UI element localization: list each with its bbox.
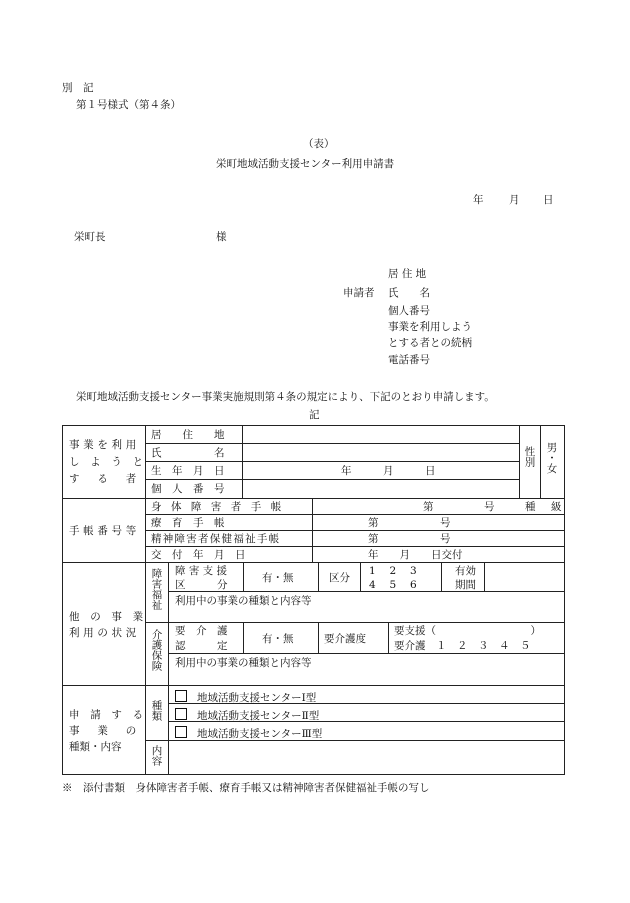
user-address-label-cell	[145, 425, 243, 444]
date-day: 日	[543, 194, 554, 206]
request-option-1[interactable]	[168, 685, 565, 704]
care-cert-label-cell	[168, 622, 244, 654]
support-class-label-1: 障 害 支 援	[175, 565, 228, 577]
physical-handbook-grade: 級	[551, 501, 562, 513]
applicant-personal-number-label: 個人番号	[388, 305, 430, 317]
handbook-group-label: 手帳番号等	[69, 525, 140, 537]
support-class-level-label-cell	[318, 562, 361, 592]
mental-handbook-input[interactable]	[312, 530, 565, 547]
mental-handbook-no-prefix: 第	[368, 533, 379, 545]
care-cert-yes-no[interactable]	[243, 622, 319, 654]
physical-handbook-label: 身体障害者手帳	[151, 501, 291, 513]
welfare-usage-label: 利用中の事業の種類と内容等	[175, 595, 312, 607]
front-side-label: （表）	[303, 138, 335, 150]
care-need-option: 要介護 １ ２ ３ ４ ５	[394, 640, 531, 652]
user-group-label-1: 事業を利用	[69, 439, 140, 451]
valid-period-label-2: 期間	[455, 579, 476, 591]
applicant-relation-label-2: とする者との続柄	[388, 337, 472, 349]
user-personal-number-label-cell	[145, 479, 243, 499]
request-option-2-label: 地域活動支援センターⅡ型	[197, 710, 320, 722]
user-sex-select[interactable]	[540, 425, 565, 499]
support-class-level-label: 区分	[329, 572, 350, 584]
addressee: 栄町長	[74, 231, 106, 243]
ki-label: 記	[309, 409, 320, 421]
request-content-label-cell	[145, 740, 169, 775]
request-group-label-1: 申 請 す る	[69, 709, 147, 721]
care-level-label: 要介護度	[324, 633, 366, 645]
care-cert-yes-no-text: 有・無	[262, 633, 294, 645]
request-type-label-cell	[145, 685, 169, 741]
ryoiku-handbook-no-prefix: 第	[368, 517, 379, 529]
checkbox-icon[interactable]	[175, 708, 187, 720]
care-insurance-label: 介護保険	[150, 629, 163, 671]
honorific: 様	[216, 231, 227, 243]
issued-date-label: 交 付 年 月 日	[151, 549, 246, 561]
welfare-usage-input[interactable]	[168, 591, 565, 623]
applicant-label: 申請者	[343, 287, 375, 299]
page-title: 栄町地域活動支援センター利用申請書	[216, 158, 395, 170]
date-month: 月	[509, 194, 520, 206]
request-content-label: 内容	[150, 745, 163, 766]
support-class-options-1: 1 2 3	[369, 565, 417, 577]
mental-handbook-no-suffix: 号	[440, 533, 451, 545]
other-services-group-label-2: 利用の状況	[69, 627, 140, 639]
applicant-address-label: 居 住 地	[388, 268, 427, 280]
issued-date-label-cell	[145, 546, 313, 563]
care-cert-label-1: 要 介 護	[175, 625, 228, 637]
request-option-3[interactable]	[168, 721, 565, 741]
user-name-input[interactable]	[242, 443, 520, 462]
user-name-label: 氏 名	[151, 447, 225, 459]
request-group-label-3: 種類・内容	[69, 741, 122, 753]
physical-handbook-label-cell	[145, 498, 313, 515]
care-level-select[interactable]	[388, 622, 565, 654]
intro-text: 栄町地域活動支援センター事業実施規則第４条の規定により、下記のとおり申請します。	[76, 391, 495, 403]
physical-handbook-no-prefix: 第	[423, 501, 434, 513]
applicant-name-label: 氏 名	[388, 287, 430, 299]
user-personal-number-input[interactable]	[242, 479, 520, 499]
support-class-yes-no-text: 有・無	[262, 572, 294, 584]
footnote: ※ 添付書類 身体障害者手帳、療育手帳又は精神障害者保健福祉手帳の写し	[62, 782, 430, 794]
valid-period-label-cell	[441, 562, 485, 592]
other-services-group-label-1: 他 の 事 業	[69, 611, 147, 623]
date-year: 年	[473, 194, 484, 206]
physical-handbook-no-suffix: 号	[484, 501, 495, 513]
request-option-2-row	[175, 708, 319, 722]
request-group-label-2: 事 業 の	[69, 725, 140, 737]
user-birth-input[interactable]	[242, 461, 520, 480]
physical-handbook-input[interactable]	[312, 498, 565, 515]
welfare-label: 障害福祉	[150, 568, 163, 610]
user-group-label-2: し よ う と	[69, 456, 147, 468]
support-class-label-cell	[168, 562, 244, 592]
user-birth-label: 生 年 月 日	[151, 465, 225, 477]
applicant-relation-label-1: 事業を利用しよう	[388, 321, 472, 333]
ryoiku-handbook-input[interactable]	[312, 514, 565, 531]
user-sex-options: 男・女	[545, 442, 558, 474]
user-birth-label-cell	[145, 461, 243, 480]
request-option-1-label: 地域活動支援センターⅠ型	[197, 692, 317, 704]
checkbox-icon[interactable]	[175, 690, 187, 702]
support-class-label-2: 区 分	[175, 579, 228, 591]
betsuki-label: 別 記	[62, 82, 94, 94]
user-group-cell	[62, 425, 146, 499]
request-option-1-row	[175, 690, 316, 704]
support-class-yes-no[interactable]	[243, 562, 319, 592]
issued-date-value: 年 月 日交付	[368, 549, 463, 561]
care-level-label-cell	[318, 622, 389, 654]
issued-date-input[interactable]	[312, 546, 565, 563]
support-need-option: 要支援（ ）	[394, 625, 541, 637]
checkbox-icon[interactable]	[175, 726, 187, 738]
request-group-cell	[62, 685, 146, 775]
user-birth-value: 年 月 日	[341, 465, 436, 477]
user-address-label: 居 住 地	[151, 429, 225, 441]
request-content-input[interactable]	[168, 740, 565, 775]
applicant-phone-label: 電話番号	[388, 354, 430, 366]
ryoiku-handbook-no-suffix: 号	[440, 517, 451, 529]
request-option-2[interactable]	[168, 703, 565, 722]
support-class-options-2: 4 5 6	[369, 579, 417, 591]
care-insurance-label-cell	[145, 622, 169, 686]
other-services-group-cell	[62, 562, 146, 686]
support-class-level-select[interactable]	[360, 562, 442, 592]
welfare-label-cell	[145, 562, 169, 623]
mental-handbook-label: 精神障害者保健福祉手帳	[151, 533, 281, 545]
mental-handbook-label-cell	[145, 530, 313, 547]
request-option-3-row	[175, 726, 322, 740]
user-name-label-cell	[145, 443, 243, 462]
valid-period-input[interactable]	[484, 562, 565, 592]
form-number: 第１号様式（第４条）	[76, 99, 181, 111]
user-sex-label-cell	[519, 425, 541, 499]
physical-handbook-class: 種	[525, 501, 536, 513]
valid-period-label-1: 有効	[455, 565, 476, 577]
ryoiku-handbook-label: 療 育 手 帳	[151, 517, 225, 529]
ryoiku-handbook-label-cell	[145, 514, 313, 531]
handbook-group-cell	[62, 498, 146, 563]
request-option-3-label: 地域活動支援センターⅢ型	[197, 728, 323, 740]
care-usage-input[interactable]	[168, 653, 565, 686]
user-personal-number-label: 個 人 番 号	[151, 483, 225, 495]
user-group-label-3: す る 者	[69, 473, 140, 485]
care-usage-label: 利用中の事業の種類と内容等	[175, 657, 312, 669]
user-sex-label: 性別	[523, 446, 536, 467]
request-type-label: 種類	[150, 700, 163, 721]
care-cert-label-2: 認 定	[175, 640, 228, 652]
user-address-input[interactable]	[242, 425, 520, 444]
